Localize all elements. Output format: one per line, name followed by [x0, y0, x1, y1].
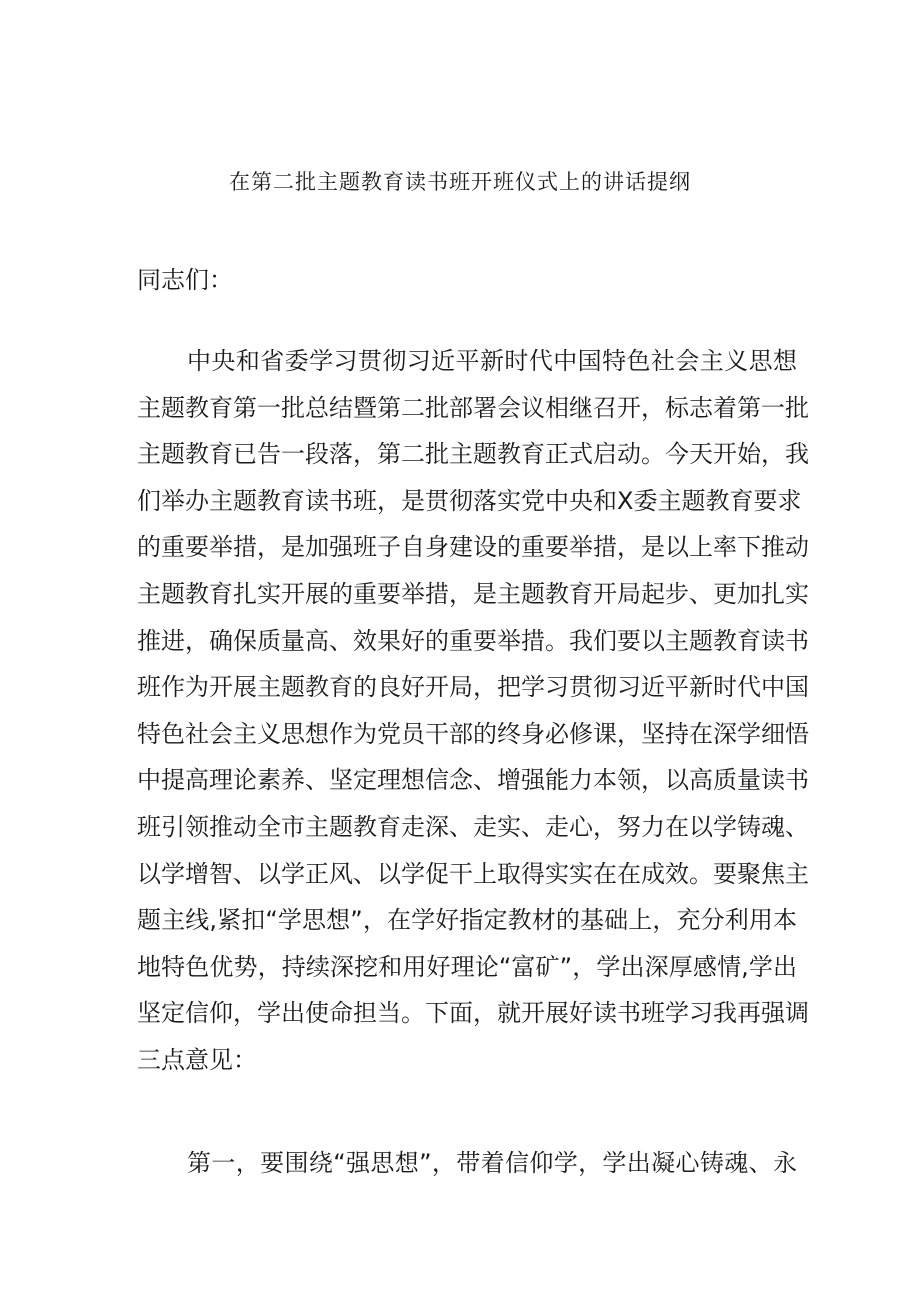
- paragraph-2: [137, 1140, 797, 1187]
- paragraph-line: 推进，确保质量高、效果好的重要举措。我们要以主题教育读书: [137, 626, 809, 655]
- paragraph-line: 的重要举措，是加强班子自身建设的重要举措，是以上率下推动: [137, 533, 809, 562]
- paragraph-line: 三点意见：: [137, 1045, 257, 1074]
- paragraph-line: 中提高理论素养、坚定理想信念、增强能力本领，以高质量读书: [137, 766, 809, 795]
- greeting: 同志们：: [137, 266, 233, 294]
- paragraph-line: 第一，要围绕“强思想”，带着信仰学，学出凝心铸魂、永: [187, 1149, 797, 1177]
- paragraph-line: 主题教育扎实开展的重要举措，是主题教育开局起步、更加扎实: [137, 579, 809, 608]
- document-title: 在第二批主题教育读书班开班仪式上的讲话提纲: [229, 170, 691, 194]
- paragraph-line: 题主线,紧扣“学思想”，在学好指定教材的基础上，充分利用本: [137, 906, 797, 935]
- paragraph-line: 们举办主题教育读书班，是贯彻落实党中央和X委主题教育要求: [137, 486, 802, 515]
- paragraph-line: 特色社会主义思想作为党员干部的终身必修课，坚持在深学细悟: [137, 719, 809, 748]
- paragraph-line: 以学增智、以学正风、以学促干上取得实实在在成效。要聚焦主: [137, 859, 809, 888]
- paragraph-line: 班引领推动全市主题教育走深、走实、走心，努力在以学铸魂、: [137, 812, 809, 841]
- paragraph-line: 主题教育第一批总结暨第二批部署会议相继召开，标志着第一批: [137, 393, 809, 422]
- paragraph-line: 中央和省委学习贯彻习近平新时代中国特色社会主义思想: [187, 347, 797, 375]
- paragraph-line: 班作为开展主题教育的良好开局，把学习贯彻习近平新时代中国: [137, 673, 809, 702]
- paragraph-1: [137, 338, 809, 1084]
- paragraph-line: 坚定信仰，学出使命担当。下面，就开展好读书班学习我再强调: [137, 999, 809, 1028]
- paragraph-line: 主题教育已告一段落，第二批主题教育正式启动。今天开始，我: [137, 440, 809, 469]
- paragraph-line: 地特色优势，持续深挖和用好理论“富矿”，学出深厚感情,学出: [137, 952, 797, 981]
